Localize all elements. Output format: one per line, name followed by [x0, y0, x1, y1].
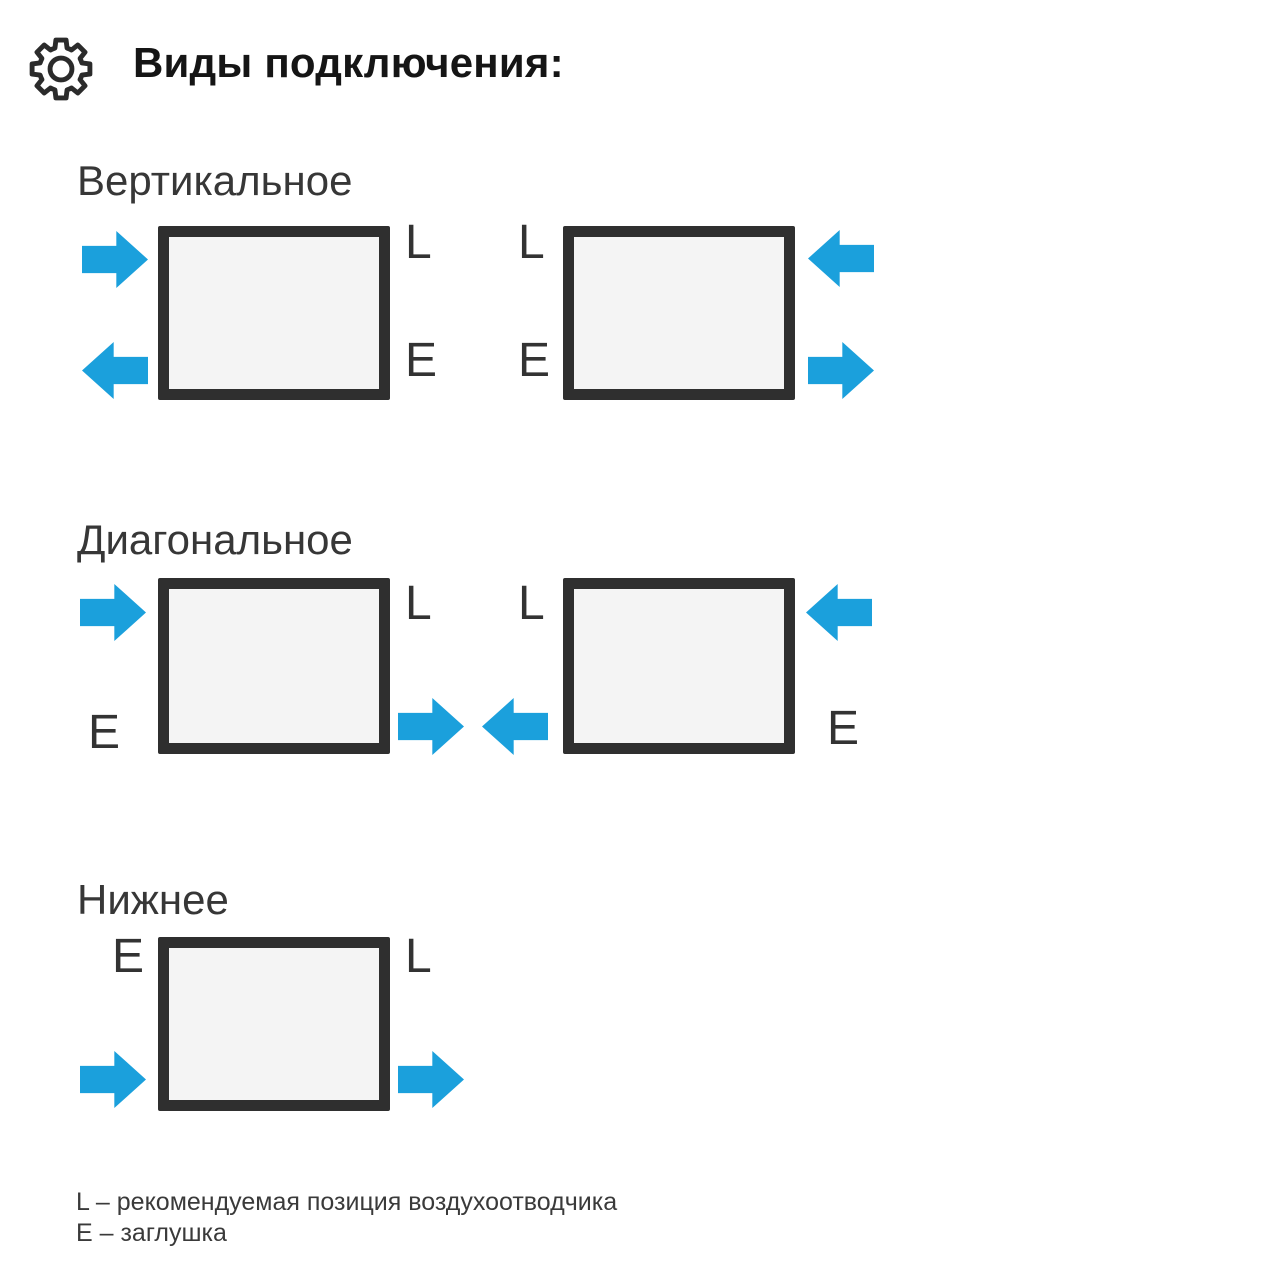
- radiator-body: [563, 578, 795, 754]
- arrow-right-icon: [82, 231, 148, 288]
- air-vent-label: L: [518, 577, 545, 630]
- section-title: Вертикальное: [77, 157, 353, 204]
- gear-icon: [27, 35, 95, 103]
- radiator-body: [158, 578, 390, 754]
- plug-label: E: [827, 702, 860, 755]
- air-vent-label: L: [405, 577, 432, 630]
- plug-label: E: [405, 334, 438, 387]
- radiator-body: [158, 937, 390, 1111]
- plug-label: E: [518, 334, 551, 387]
- arrow-right-icon: [80, 584, 146, 641]
- radiator-body: [158, 226, 390, 400]
- air-vent-label: L: [405, 216, 432, 269]
- section-title: Диагональное: [77, 516, 353, 563]
- page-title: Виды подключения:: [133, 39, 564, 86]
- legend-line-l: L – рекомендуемая позиция воздухоотводчика: [76, 1188, 618, 1216]
- air-vent-label: L: [518, 216, 545, 269]
- plug-label: E: [88, 706, 121, 759]
- gear-path: [32, 40, 90, 98]
- arrow-left-icon: [808, 230, 874, 287]
- arrow-right-icon: [80, 1051, 146, 1108]
- air-vent-label: L: [405, 930, 432, 983]
- legend-line-e: E – заглушка: [76, 1219, 227, 1247]
- arrow-right-icon: [808, 342, 874, 399]
- plug-label: E: [112, 930, 145, 983]
- arrow-left-icon: [482, 698, 548, 755]
- arrow-left-icon: [82, 342, 148, 399]
- radiator-body: [563, 226, 795, 400]
- arrow-left-icon: [806, 584, 872, 641]
- section-title: Нижнее: [77, 876, 229, 923]
- arrow-right-icon: [398, 1051, 464, 1108]
- arrow-right-icon: [398, 698, 464, 755]
